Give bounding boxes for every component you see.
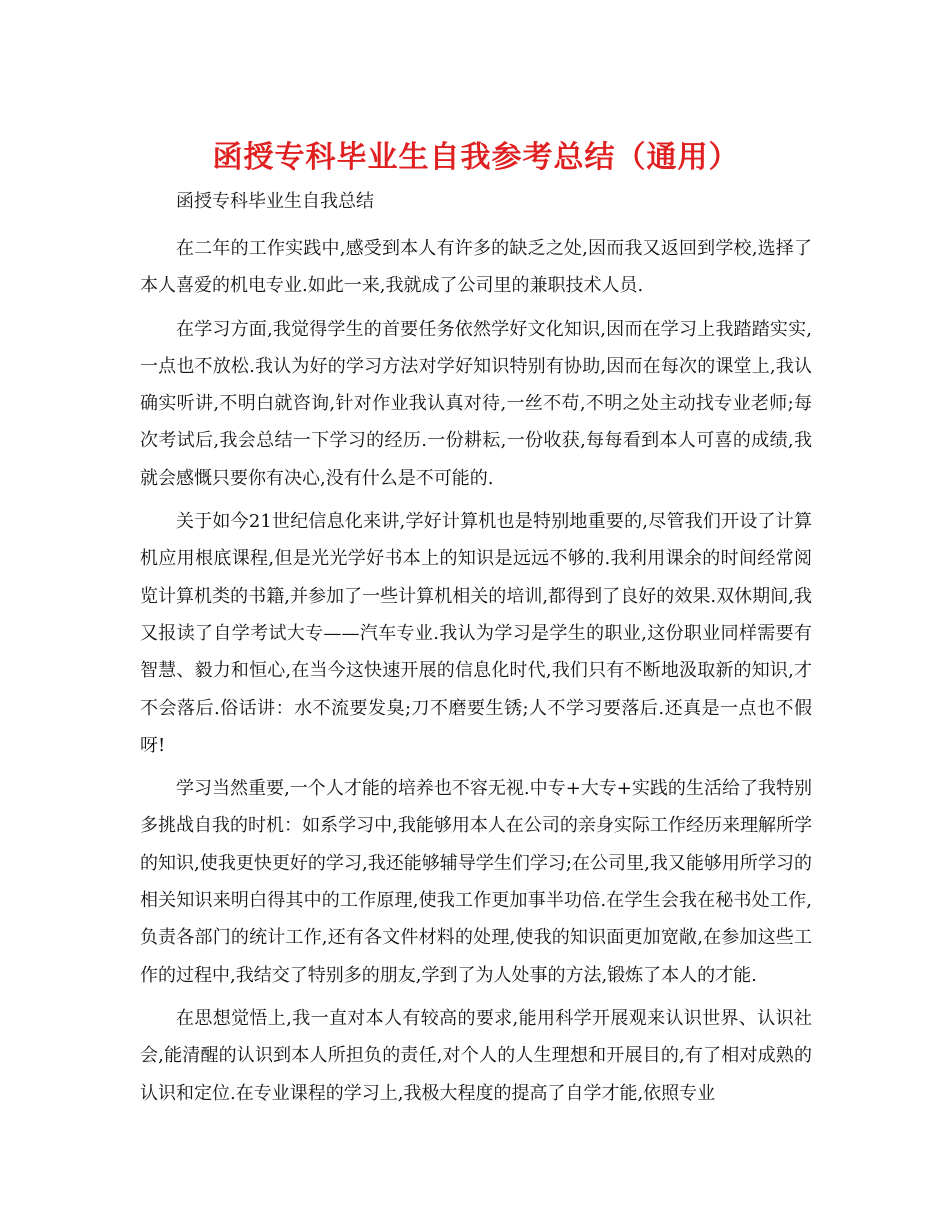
paragraph-1: 在二年的工作实践中,感受到本人有许多的缺乏之处,因而我又返回到学校,选择了本人喜爱的机电专业.如此一来,我就成了公司里的兼职技术人员. [140, 238, 812, 297]
paragraph-5: 在思想觉悟上,我一直对本人有较高的要求,能用科学开展观来认识世界、认识社会,能清醒的认识到本人所担负的责任,对个人的人生理想和开展目的,有了相对成熟的认识和定位.在专业课程的学习上,我极大程度的提高了自学才能,依照专业 [140, 1007, 812, 1104]
document-subtitle: 函授专科毕业生自我总结 [176, 191, 374, 212]
document-title: 函授专科毕业生自我参考总结（通用） [212, 140, 740, 175]
paragraph-2: 在学习方面,我觉得学生的首要任务依然学好文化知识,因而在学习上我踏踏实实,一点也不放松.我认为好的学习方法对学好知识特别有协助,因而在每次的课堂上,我认确实听讲,不明白就咨询,针对作业我认真对待,一丝不苟,不明之处主动找专业老师;每次考试后,我会总结一下学习的经历.一份耕耘,一份收获,每每看到本人可喜的成绩,我就会感慨只要你有决心,没有什么是不可能的. [140, 318, 812, 489]
paragraph-4: 学习当然重要,一个人才能的培养也不容无视.中专+大专+实践的生活给了我特别多挑战自我的时机：如系学习中,我能够用本人在公司的亲身实际工作经历来理解所学的知识,使我更快更好的学习,我还能够辅导学生们学习;在公司里,我又能够用所学习的相关知识来明白得其中的工作原理,使我工作更加事半功倍.在学生会我在秘书处工作,负责各部门的统计工作,还有各文件材料的处理,使我的知识面更加宽敞,在参加这些工作的过程中,我结交了特别多的朋友,学到了为人处事的方法,锻炼了本人的才能. [140, 778, 812, 986]
document-page [140, 128, 812, 1118]
paragraph-3: 关于如今21世纪信息化来讲,学好计算机也是特别地重要的,尽管我们开设了计算机应用根底课程,但是光光学好书本上的知识是远远不够的.我利用课余的时间经常阅览计算机类的书籍,并参加了一些计算机相关的培训,都得到了良好的效果.双休期间,我又报读了自学考试大专——汽车专业.我认为学习是学生的职业,这份职业同样需要有智慧、毅力和恒心,在当今这快速开展的信息化时代,我们只有不断地汲取新的知识,才不会落后.俗话讲：水不流要发臭;刀不磨要生锈;人不学习要落后.还真是一点也不假呀! [140, 511, 812, 756]
